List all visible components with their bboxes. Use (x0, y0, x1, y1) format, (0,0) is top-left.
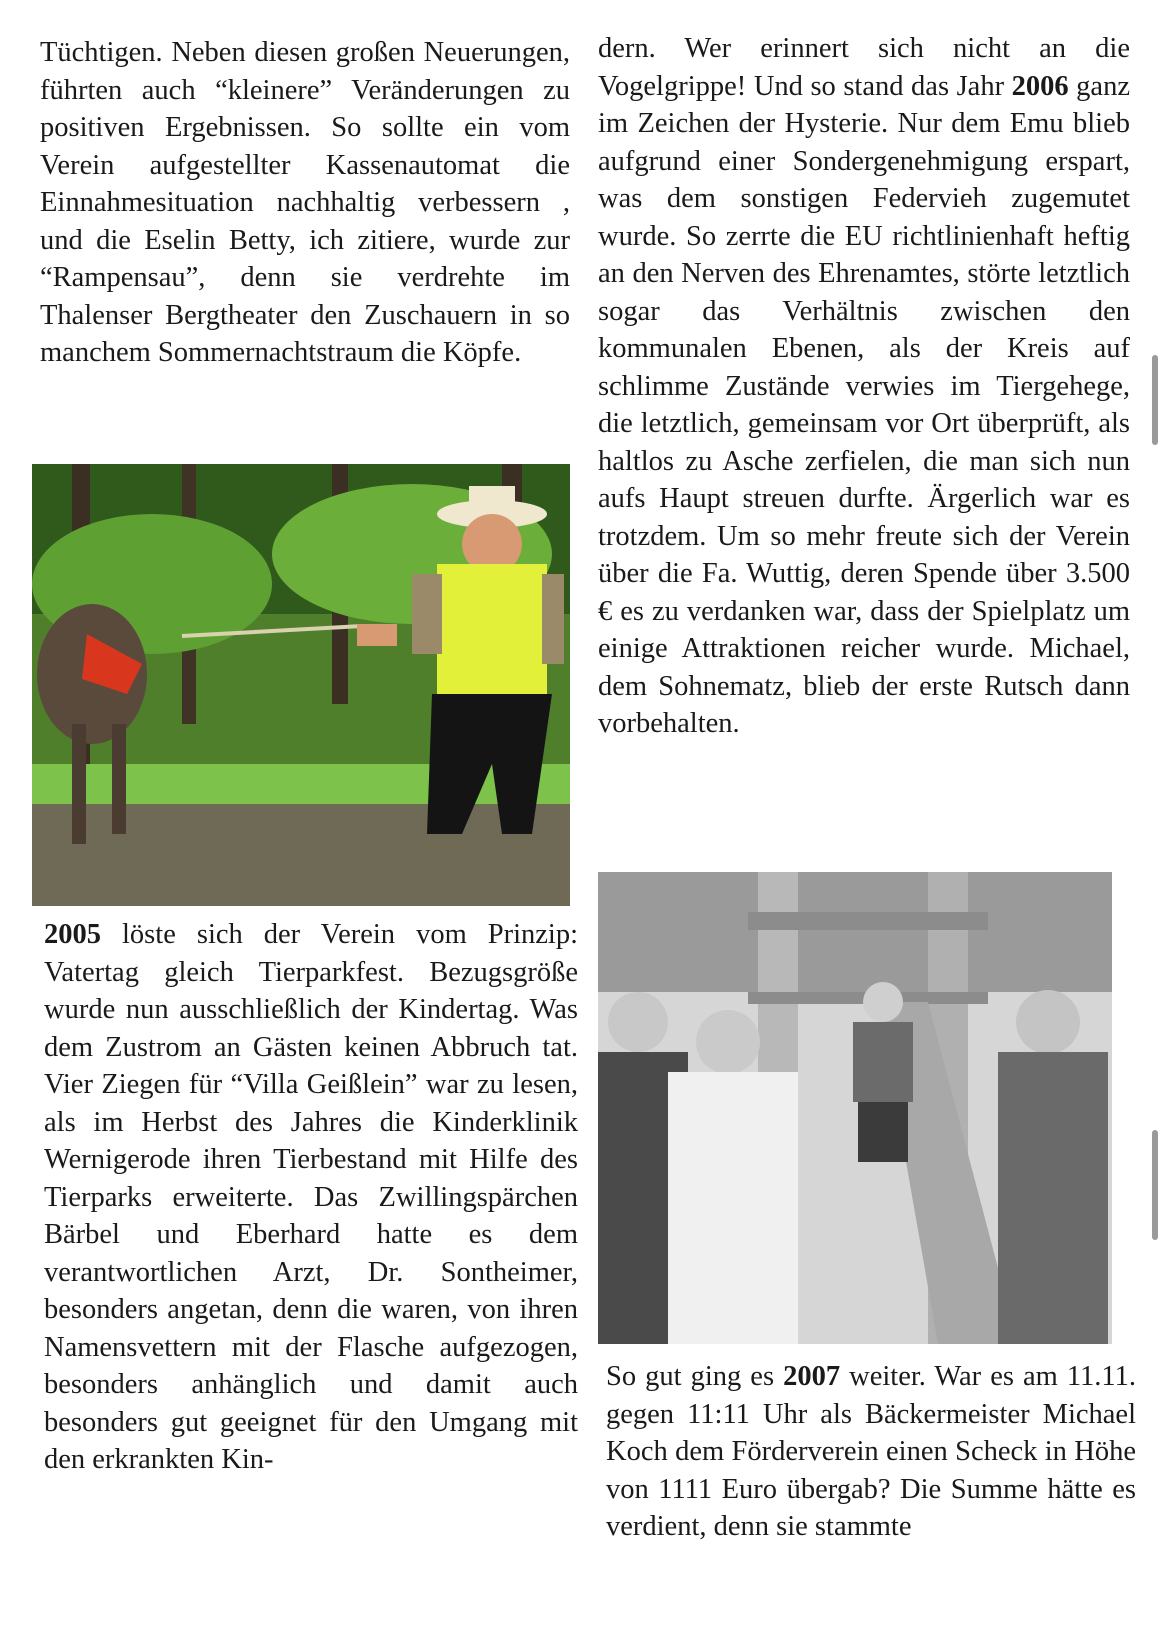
photo-children-slide (598, 872, 1112, 1344)
text-column-left-top (40, 34, 570, 372)
page-edge-mark (1152, 1130, 1158, 1240)
page-edge-mark (1152, 355, 1158, 445)
paragraph-2005 (44, 916, 578, 1479)
paragraph-2006-text: ganz im Zeichen der Hysterie. Nur dem Emu blieb aufgrund einer Sondergenehmigung erspart, was dem sonstigen Federvieh zugemutet wurde. So zerrte die EU richtlinienhaft heftig an den Nerven des Ehrenamtes, störte letztlich sogar das Verhältnis zwischen den kommunalen Ebenen, als der Kreis auf schlimme Zustände verwies im Tiergehege, die letztlich, gemeinsam vor Ort überprüft, als haltlos zu Asche zerfielen, die man sich nun aufs Haupt streuen durfte. Ärgerlich war es trotzdem. Um so mehr freute sich der Verein über die Fa. Wuttig, deren Spende über 3.500 € es zu verdanken war, dass der Spielplatz um einige Attraktionen reicher wurde. Michael, dem Sohnematz, blieb der erste Rutsch dann vorbehalten. (598, 70, 1130, 739)
paragraph-2006-intro: dern. Wer erinnert sich nicht an die Vogelgrippe! Und so stand das Jahr (598, 33, 1130, 102)
year-2006: 2006 (1011, 70, 1069, 102)
text-column-right-bottom (606, 1358, 1136, 1546)
photo-man-with-donkey (32, 464, 570, 906)
paragraph-eselin-betty: Tüchtigen. Neben diesen großen Neuerungen, führten auch “kleinere” Veränderungen zu positiven Ergebnissen. So sollte ein vom Verein aufgestellter Kassenautomat die Einnahmesituation nachhaltig verbessern , und die Eselin Betty, ich zitiere, wurde zur “Rampensau”, denn sie verdrehte im Thalenser Bergtheater den Zuschauern in so manchem Sommernachtstraum die Köpfe. (40, 37, 570, 368)
paragraph-2006 (598, 30, 1130, 743)
slide-photo-illustration (598, 872, 1112, 1344)
paragraph-2007-text: weiter. War es am 11.11. gegen 11:11 Uhr als Bäckermeister Michael Koch dem Förderverein einen Scheck in Höhe von 1111 Euro übergab? Die Summe hätte es verdient, denn sie stammte (606, 1361, 1136, 1542)
year-2007: 2007 (783, 1361, 841, 1392)
donkey-photo-illustration (32, 464, 570, 906)
paragraph-2005-text: löste sich der Verein vom Prinzip: Vatertag gleich Tierparkfest. Bezugsgröße wurde nun ausschließlich der Kindertag. Was dem Zustrom an Gästen keinen Abbruch tat. Vier Ziegen für “Villa Geißlein” war zu lesen, als im Herbst des Jahres die Kinderklinik Wernigerode ihren Tierbestand mit Hilfe des Tierparks erweiterte. Das Zwillingspärchen Bärbel und Eberhard hatte es dem verantwortlichen Arzt, Dr. Sontheimer, besonders angetan, denn die waren, von ihren Namensvettern mit der Flasche aufgezogen, besonders anhänglich und damit auch besonders gut geeignet für den Umgang mit den erkrankten Kin- (44, 919, 578, 1475)
text-column-right-top (598, 30, 1130, 743)
paragraph-2007-intro: So gut ging es (606, 1361, 784, 1392)
year-2005: 2005 (44, 919, 101, 950)
paragraph-2007 (606, 1358, 1136, 1546)
text-column-left-bottom (44, 916, 578, 1479)
